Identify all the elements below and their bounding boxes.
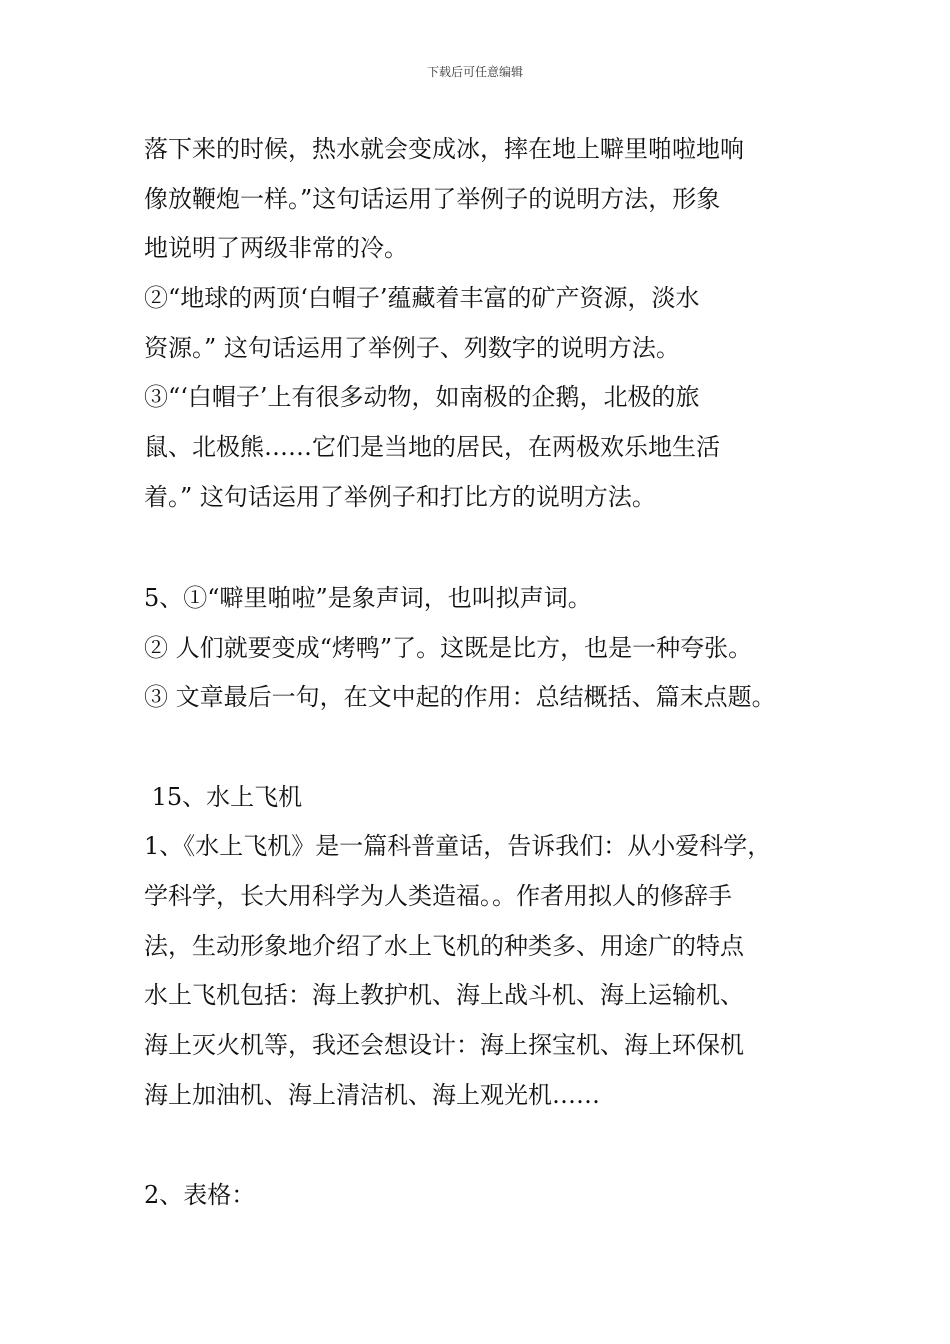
section-heading: 15、水上飞机 — [144, 783, 303, 811]
text-line: 资源。” 这句话运用了举例子、列数字的说明方法。 — [144, 334, 680, 362]
text-line: 学科学，长大用科学为人类造福。。作者用拟人的修辞手 — [144, 882, 732, 910]
text-line: 着。” 这句话运用了举例子和打比方的说明方法。 — [144, 483, 656, 511]
text-line: 地说明了两级非常的冷。 — [144, 234, 408, 262]
text-line: 像放鞭炮一样。”这句话运用了举例子的说明方法，形象 — [144, 185, 721, 213]
text-line: 鼠、北极熊……它们是当地的居民，在两极欢乐地生活 — [144, 433, 720, 461]
text-line: ② 人们就要变成“烤鸭”了。这既是比方，也是一种夸张。 — [144, 634, 753, 662]
text-line: 水上飞机包括：海上教护机、海上战斗机、海上运输机、 — [144, 981, 744, 1009]
text-line: 1、《水上飞机》是一篇科普童话，告诉我们：从小爱科学， — [144, 832, 772, 860]
text-line: 海上灭火机等，我还会想设计：海上探宝机、海上环保机 — [144, 1031, 744, 1059]
text-line: 法，生动形象地介绍了水上飞机的种类多、用途广的特点 — [144, 932, 744, 960]
page-header: 下载后可任意编辑 — [426, 65, 523, 79]
text-line: 海上加油机、海上清洁机、海上观光机…… — [144, 1081, 600, 1109]
text-line: 5、①“噼里啪啦”是象声词，也叫拟声词。 — [144, 584, 592, 612]
text-line: 2、表格： — [144, 1181, 256, 1209]
text-line: ③ 文章最后一句，在文中起的作用：总结概括、篇末点题。 — [144, 683, 776, 711]
text-line: ③“‘白帽子’上有很多动物，如南极的企鹅，北极的旅 — [144, 383, 700, 411]
text-line: 落下来的时候，热水就会变成冰，摔在地上噼里啪啦地响 — [144, 135, 744, 163]
text-line: ②“地球的两顶‘白帽子’蕴藏着丰富的矿产资源，淡水 — [144, 284, 700, 312]
